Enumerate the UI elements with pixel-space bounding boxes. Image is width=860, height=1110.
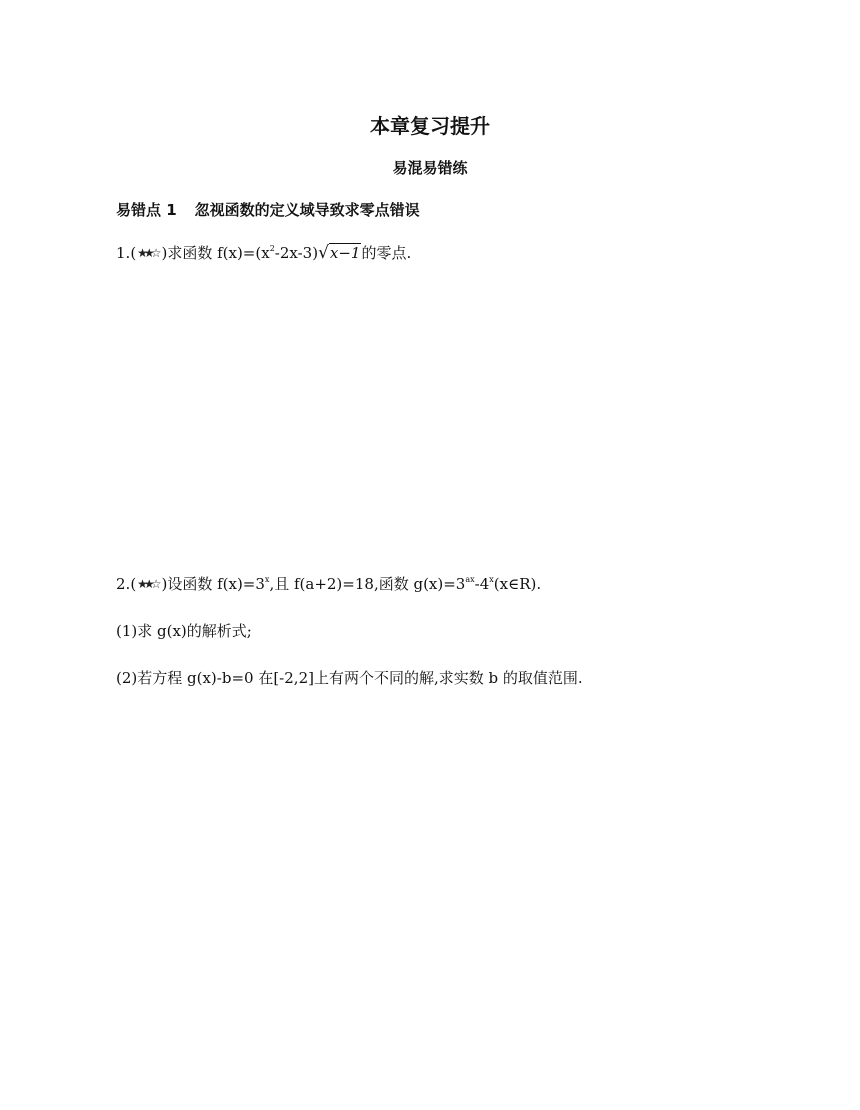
- exponent: x: [264, 575, 270, 584]
- section-heading: [116, 199, 420, 220]
- page-subtitle: 易混易错练: [392, 159, 468, 177]
- question-text: -2x-3): [274, 244, 319, 262]
- question-2-part-1: (1)求 g(x)的解析式;: [116, 622, 252, 640]
- exponent: 2: [269, 244, 275, 253]
- question-1: 1.(★★☆ )求函数 $f(x)=(x^2-2x-3)√x-1$的零点.: [116, 243, 412, 263]
- question-2-part-2: (2)若方程 g(x)-b=0 在[-2,2]上有两个不同的解,求实数 b 的取值范围.: [116, 669, 583, 687]
- exponent: ax: [465, 575, 475, 584]
- question-text: 的零点.: [361, 244, 412, 262]
- question-number: 2.: [116, 575, 131, 593]
- page-title: 本章复习提升: [370, 114, 490, 138]
- difficulty-stars-icon: ★★☆: [137, 577, 158, 591]
- question-number: 1.: [116, 244, 131, 262]
- question-text: (x∈R).: [493, 575, 542, 593]
- radicand: x−1: [329, 244, 361, 262]
- sqrt-icon: √: [318, 243, 329, 263]
- exponent: x: [489, 575, 494, 584]
- question-text: ,且 f(a+2)=18,函数 g(x)=3: [269, 575, 466, 593]
- question-text: 求函数 f(x)=(x: [167, 244, 270, 262]
- section-label: 易错点 1: [116, 201, 177, 219]
- question-text: 设函数 f(x)=3: [167, 575, 265, 593]
- section-text: 忽视函数的定义域导致求零点错误: [194, 201, 420, 219]
- difficulty-stars-icon: ★★☆: [137, 246, 158, 260]
- question-text: -4: [474, 575, 490, 593]
- question-2: 2.(★★☆ )设函数 $f(x)=3^x$,且 f(a+2)=18,函数 $g(x)=3^{ax}-4^x(x\in R)$.: [116, 575, 542, 593]
- square-root: [318, 243, 361, 263]
